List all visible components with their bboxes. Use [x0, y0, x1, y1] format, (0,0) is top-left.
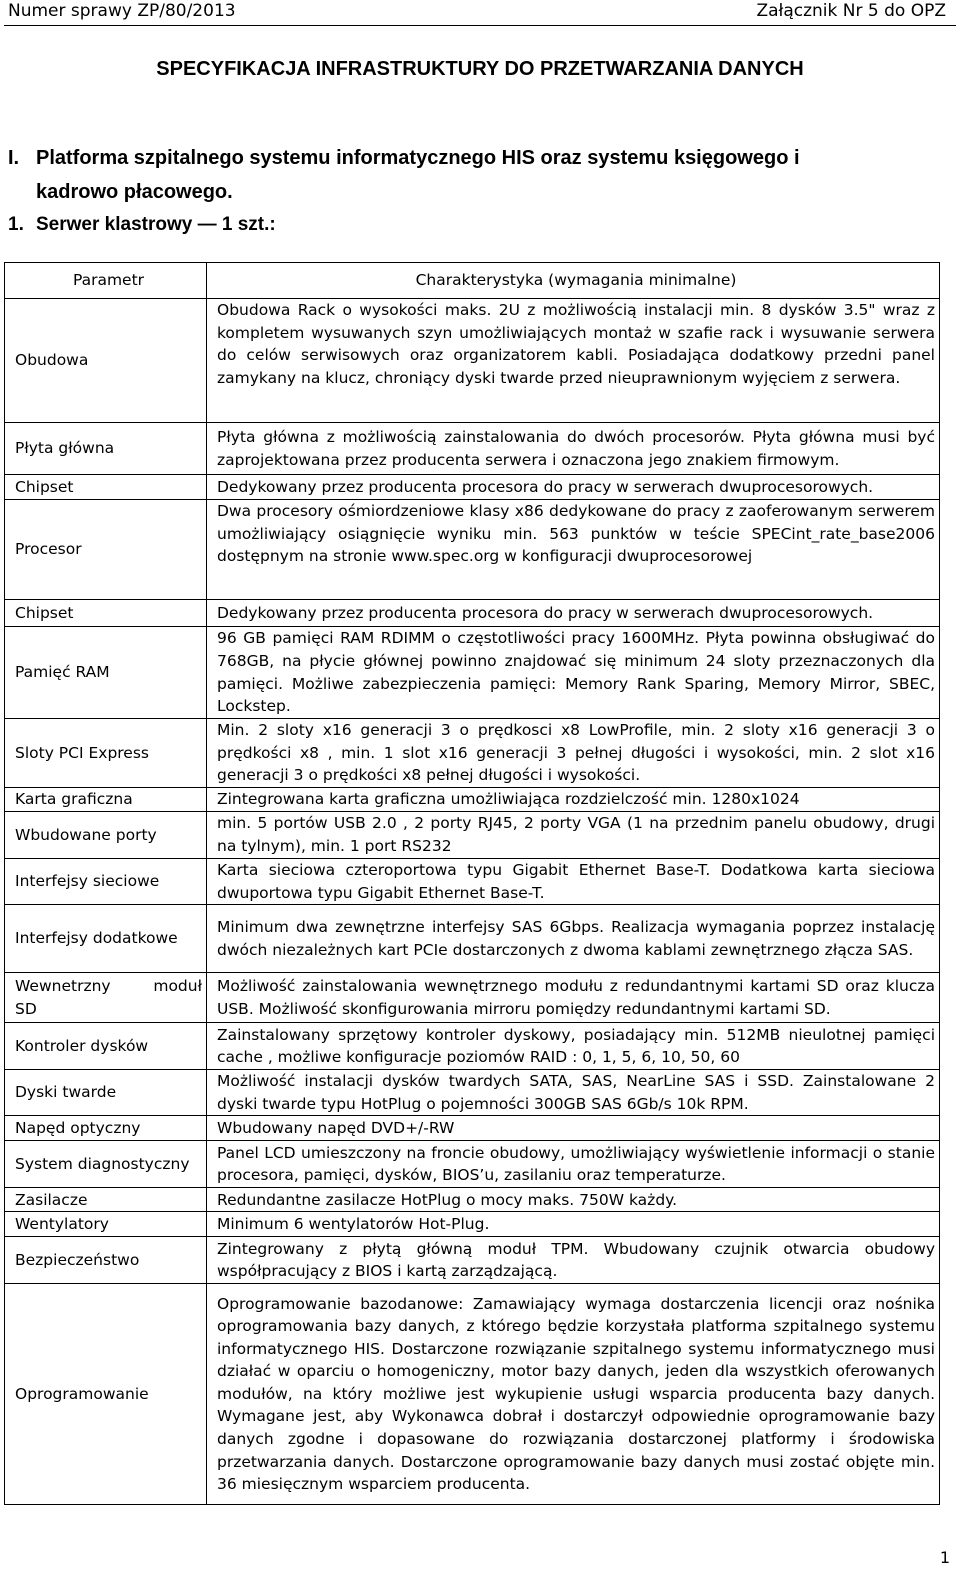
row-param-part: Wewnetrzny — [15, 977, 111, 996]
row-param: Chipset — [5, 475, 207, 500]
row-value: Karta sieciowa czteroportowa typu Gigabit Ethernet Base-T. Dodatkowa karta sieciowa dwuportowa typu Gigabit Ethernet Base-T. — [207, 859, 940, 905]
row-value: min. 5 portów USB 2.0 , 2 porty RJ45, 2 porty VGA (1 na przednim panelu obudowy, drugi na tylnym), min. 1 port RS232 — [207, 812, 940, 859]
table-row — [5, 1212, 940, 1237]
row-param: Dyski twarde — [5, 1070, 207, 1116]
subsection-number: 1. — [8, 214, 24, 235]
table-row — [5, 1141, 940, 1188]
row-value: Redundantne zasilacze HotPlug o mocy maks. 750W każdy. — [207, 1188, 940, 1212]
row-value: Minimum dwa zewnętrzne interfejsy SAS 6Gbps. Realizacja wymagania poprzez instalację dwóch niezależnych kart PCIe dostarczonych z dwoma kablami zewnętrznego złącza SAS. — [207, 905, 940, 973]
table-row — [5, 1284, 940, 1505]
table-row — [5, 1070, 940, 1116]
row-value: Min. 2 sloty x16 generacji 3 o prędkosci x8 LowProfile, min. 2 sloty x16 generacji 3 o prędkości x8 , min. 1 slot x16 generacji 3 pełnej długości i wysokości, min. 2 slot x16 generacji 3 o prędkości x8 pełnej długości i wysokości. — [207, 719, 940, 788]
row-value: Możliwość zainstalowania wewnętrznego modułu z redundantnymi kartami SD oraz klucza USB. Możliwość skonfigurowania mirroru pomiędzy redundantnymi kartami SD. — [207, 973, 940, 1023]
header-divider — [4, 25, 956, 26]
table-row — [5, 788, 940, 812]
table-row — [5, 627, 940, 719]
row-value: Panel LCD umieszczony na froncie obudowy, umożliwiający wyświetlenie informacji o stanie procesora, pamięci, dysków, BIOS’u, zasilaniu oraz temperaturze. — [207, 1141, 940, 1188]
row-value: Minimum 6 wentylatorów Hot-Plug. — [207, 1212, 940, 1237]
row-value: Dedykowany przez producenta procesora do pracy w serwerach dwuprocesorowych. — [207, 475, 940, 500]
header-value: Charakterystyka (wymagania minimalne) — [207, 263, 940, 299]
row-param: Obudowa — [5, 299, 207, 423]
table-row — [5, 973, 940, 1023]
row-value: Dedykowany przez producenta procesora do pracy w serwerach dwuprocesorowych. — [207, 600, 940, 627]
subsection-title: Serwer klastrowy — 1 szt.: — [36, 214, 276, 235]
row-value: Płyta główna z możliwością zainstalowania do dwóch procesorów. Płyta główna musi być zaprojektowana przez producenta serwera i oznaczona jego znakiem firmowym. — [207, 423, 940, 475]
table-header-row — [5, 263, 940, 299]
table-row — [5, 1116, 940, 1141]
header-attachment: Załącznik Nr 5 do OPZ — [756, 1, 946, 21]
row-param — [5, 973, 207, 1023]
row-param: Procesor — [5, 500, 207, 600]
header-case-number: Numer sprawy ZP/80/2013 — [8, 1, 236, 21]
row-param: Bezpieczeństwo — [5, 1237, 207, 1284]
row-param: Chipset — [5, 600, 207, 627]
section-number: I. — [8, 147, 20, 169]
row-param: Pamięć RAM — [5, 627, 207, 719]
table-row — [5, 905, 940, 973]
row-param: Kontroler dysków — [5, 1023, 207, 1070]
document-title: SPECYFIKACJA INFRASTRUKTURY DO PRZETWARZANIA DANYCH — [156, 58, 804, 80]
table-row — [5, 500, 940, 600]
row-value: Zintegrowana karta graficzna umożliwiająca rozdzielczość min. 1280x1024 — [207, 788, 940, 812]
row-param: Płyta główna — [5, 423, 207, 475]
table-row — [5, 859, 940, 905]
row-param: Interfejsy sieciowe — [5, 859, 207, 905]
section-title-line2: kadrowo płacowego. — [36, 181, 233, 203]
spec-table — [4, 262, 940, 1505]
table-row — [5, 1023, 940, 1070]
table-row — [5, 1237, 940, 1284]
row-value: Obudowa Rack o wysokości maks. 2U z możliwością instalacji min. 8 dysków 3.5" wraz z kompletem wysuwanych szyn umożliwiających montaż w szafie rack i wysuwanie serwera do celów serwisowych oraz organizatorem kabli. Posiadająca dodatkowy przedni panel zamykany na klucz, chroniący dyski twarde przed nieuprawnionym wyjęciem z serwera. — [207, 299, 940, 423]
row-param-part: moduł — [153, 977, 202, 996]
row-value: Wbudowany napęd DVD+/-RW — [207, 1116, 940, 1141]
table-row — [5, 299, 940, 423]
row-value: Oprogramowanie bazodanowe: Zamawiający wymaga dostarczenia licencji oraz nośnika oprogramowania bazy danych, z którego będzie korzystała platforma szpitalnego systemu informatycznego HIS. Dostarczone rozwiązanie szpitalnego systemu informatycznego musi działać w oparciu o homogeniczny, motor bazy danych, jeden dla wszystkich oferowanych modułów, na który możliwe jest wykupienie usługi wsparcia producenta bazy danych. Wymagane jest, aby Wykonawca dobrał i dostarczył odpowiednie oprogramowanie bazy danych zgodne i dopasowane do rozwiązania dostarczonej platformy i środowiska przetwarzania danych. Dostarczone oprogramowanie bazy danych musi zostać objęte min. 36 miesięcznym wsparciem producenta. — [207, 1284, 940, 1505]
row-param: Oprogramowanie — [5, 1284, 207, 1505]
row-param: System diagnostyczny — [5, 1141, 207, 1188]
table-row — [5, 423, 940, 475]
row-param: Wbudowane porty — [5, 812, 207, 859]
row-param-part: SD — [15, 999, 37, 1018]
table-row — [5, 600, 940, 627]
row-value: Zintegrowany z płytą główną moduł TPM. Wbudowany czujnik otwarcia obudowy współpracujący z BIOS i kartą zarządzającą. — [207, 1237, 940, 1284]
row-value: Zainstalowany sprzętowy kontroler dyskowy, posiadający min. 512MB nieulotnej pamięci cache , możliwe konfiguracje poziomów RAID : 0, 1, 5, 6, 10, 50, 60 — [207, 1023, 940, 1070]
row-param: Sloty PCI Express — [5, 719, 207, 788]
header-param: Parametr — [5, 263, 207, 299]
subsection-heading — [8, 214, 276, 236]
table-row — [5, 812, 940, 859]
row-value: 96 GB pamięci RAM RDIMM o częstotliwości pracy 1600MHz. Płyta powinna obsługiwać do 768GB, na płycie głównej powinno znajdować się minimum 24 sloty przeznaczonych dla pamięci. Możliwe zabezpieczenia pamięci: Memory Rank Sparing, Memory Mirror, SBEC, Lockstep. — [207, 627, 940, 719]
page-number: 1 — [939, 1548, 950, 1567]
table-row — [5, 475, 940, 500]
row-param: Wentylatory — [5, 1212, 207, 1237]
row-param: Karta graficzna — [5, 788, 207, 812]
row-param: Interfejsy dodatkowe — [5, 905, 207, 973]
row-param: Zasilacze — [5, 1188, 207, 1212]
section-title-line1: Platforma szpitalnego systemu informatycznego HIS oraz systemu księgowego i — [36, 147, 800, 169]
table-row — [5, 1188, 940, 1212]
row-value: Dwa procesory ośmiordzeniowe klasy x86 dedykowane do pracy z zaoferowanym serwerem umożliwiający osiągnięcie wyniku min. 563 punktów w teście SPECint_rate_base2006 dostępnym na stronie www.spec.org w konfiguracji dwuprocesorowej — [207, 500, 940, 600]
row-value: Możliwość instalacji dysków twardych SATA, SAS, NearLine SAS i SSD. Zainstalowane 2 dyski twarde typu HotPlug o pojemności 300GB SAS 6Gb/s 10k RPM. — [207, 1070, 940, 1116]
section-heading — [8, 141, 908, 209]
table-row — [5, 719, 940, 788]
row-param: Napęd optyczny — [5, 1116, 207, 1141]
